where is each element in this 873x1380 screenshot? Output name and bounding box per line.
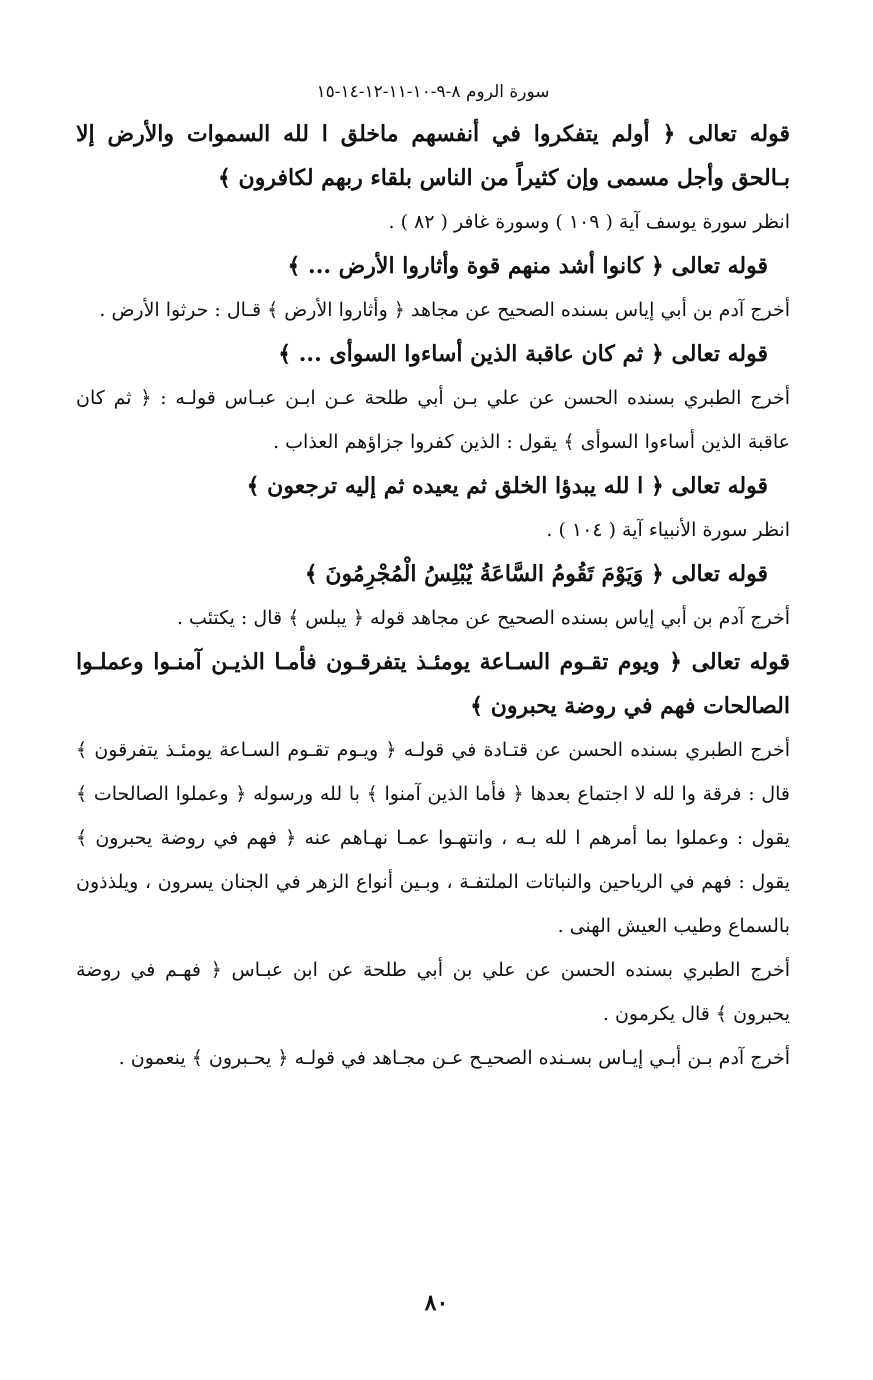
commentary-paragraph: أخرج آدم بن أبي إياس بسنده الصحيح عن مجاهد ﴿ وأثاروا الأرض ﴾ قـال : حرثوا الأرض . [99,299,790,321]
commentary-paragraph: أخرج الطبري بسنده الحسن عن علي بن أبي طلحة عن ابن عبـاس ﴿ فهـم في روضة يحبرون ﴾ قال يكرمون . [76,959,790,1025]
verse-heading: قوله تعالى ﴿ ويوم تقـوم السـاعة يومئـذ يتفرقـون فأمـا الذيـن آمنـوا وعملـوا الصالحات فهم في روضة يحبرون ﴾ [76,649,790,719]
verse-heading: قوله تعالى ﴿ كانوا أشد منهم قوة وأثاروا الأرض ... ﴾ [287,253,768,279]
verse-heading: قوله تعالى ﴿ أولم يتفكروا في أنفسهم ماخلق ا لله السموات والأرض إلا بـالحق وأجل مسمى وإن كثيراً من الناس بلقاء ربهم لكافرون ﴾ [76,121,790,191]
verse-heading: قوله تعالى ﴿ ا لله يبدؤا الخلق ثم يعيده ثم إليه ترجعون ﴾ [246,473,768,499]
commentary-paragraph: أخرج آدم بـن أبـي إيـاس بسـنده الصحيـح عـن مجـاهد في قولـه ﴿ يحـبرون ﴾ ينعمون . [118,1047,790,1069]
page-content [76,80,790,1080]
commentary-paragraph: انظر سورة الأنبياء آية ( ١٠٤ ) . [546,519,790,541]
commentary-paragraph: انظر سورة يوسف آية ( ١٠٩ ) وسورة غافر ( ٨٢ ) . [388,211,790,233]
commentary-paragraph: أخرج آدم بن أبي إياس بسنده الصحيح عن مجاهد قوله ﴿ يبلس ﴾ قال : يكتئب . [176,607,790,629]
verse-heading: قوله تعالى ﴿ وَيَوْمَ تَقُومُ السَّاعَةُ يُبْلِسُ الْمُجْرِمُونَ ﴾ [304,561,768,587]
verse-heading: قوله تعالى ﴿ ثم كان عاقبة الذين أساءوا السوأى ... ﴾ [278,341,768,367]
commentary-paragraph: أخرج الطبري بسنده الحسن عن علي بـن أبي طلحة عـن ابـن عبـاس قولـه : ﴿ ثم كان عاقبة الذين أساءوا السوأى ﴾ يقول : الذين كفروا جزاؤهم العذاب . [76,387,790,453]
page-number: ٨٠ [424,1290,449,1316]
running-head: سورة الروم ٨-٩-١٠-١١-١٢-١٤-١٥ [316,82,550,102]
commentary-paragraph: أخرج الطبري بسنده الحسن عن قتـادة في قولـه ﴿ ويـوم تقـوم السـاعة يومئـذ يتفرقون ﴾ قال : فرقة وا لله لا اجتماع بعدها ﴿ فأما الذين آمنوا ﴾ با لله ورسوله ﴿ وعملوا الصالحات ﴾ يقول : وعملوا بما أمرهم ا لله بـه ، وانتهـوا عمـا نهـاهم عنه ﴿ فهم في روضة يحبرون ﴾ يقول : فهم في الرياحين والنباتات الملتفـة ، وبـين أنواع الزهر في الجنان يسرون ، ويلذذون بالسماع وطيب العيش الهنى . [76,739,790,937]
